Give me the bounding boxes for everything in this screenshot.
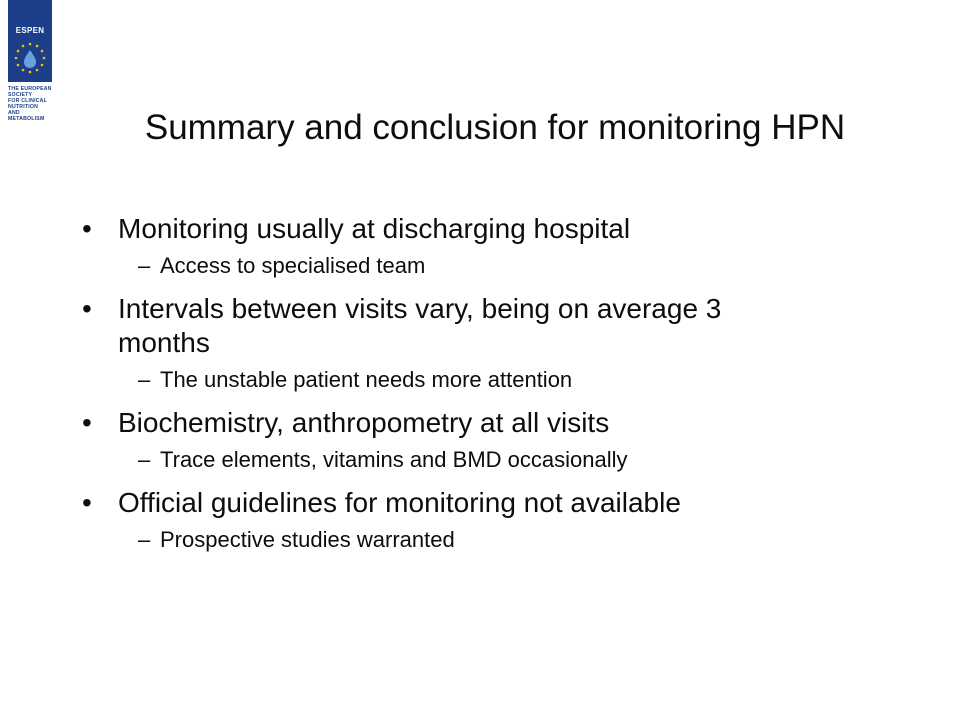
sub-bullet-item (82, 446, 942, 474)
sub-bullet-dash-icon: – (138, 253, 151, 278)
sub-bullet-dash-icon: – (138, 367, 151, 392)
sub-bullet-text: The unstable patient needs more attention (160, 367, 573, 392)
sub-bullet-text: Access to specialised team (160, 253, 426, 278)
espen-logo-box (8, 0, 52, 82)
logo-subtitle-line: SOCIETY (8, 92, 33, 98)
logo-subtitle-line: NUTRITION (8, 104, 39, 110)
logo-subtitle-line: AND (8, 110, 20, 116)
bullet-dot-icon: • (82, 487, 92, 518)
sub-bullet-dash-icon: – (138, 447, 151, 472)
bullet-item (82, 212, 942, 246)
sub-bullet-dash-icon: – (138, 527, 151, 552)
espen-emblem-icon (8, 0, 52, 82)
bullet-group (82, 486, 942, 554)
bullet-text: Official guidelines for monitoring not available (118, 487, 681, 518)
bullet-group (82, 292, 942, 394)
sub-bullet-item (82, 526, 942, 554)
logo-subtitle-line: THE EUROPEAN (8, 86, 52, 92)
bullet-text: Monitoring usually at discharging hospital (118, 213, 631, 244)
bullet-item (82, 406, 942, 440)
espen-logo-text: ESPEN (15, 26, 45, 35)
bullet-text: Biochemistry, anthropometry at all visits (118, 407, 610, 438)
bullet-list (82, 212, 942, 566)
bullet-group (82, 212, 942, 280)
bullet-item (82, 486, 942, 520)
sub-bullet-text: Prospective studies warranted (160, 527, 455, 552)
logo-subtitle-line: METABOLISM (8, 116, 45, 122)
bullet-dot-icon: • (82, 293, 92, 324)
bullet-group (82, 406, 942, 474)
bullet-item (82, 292, 818, 360)
bullet-text: Intervals between visits vary, being on average 3 months (118, 293, 722, 358)
bullet-dot-icon: • (82, 213, 92, 244)
bullet-dot-icon: • (82, 407, 92, 438)
sub-bullet-text: Trace elements, vitamins and BMD occasionally (160, 447, 628, 472)
logo-subtitle-line: FOR CLINICAL (8, 98, 47, 104)
sub-bullet-item (82, 252, 942, 280)
sub-bullet-item (82, 366, 942, 394)
slide-title: Summary and conclusion for monitoring HPN (144, 108, 846, 147)
